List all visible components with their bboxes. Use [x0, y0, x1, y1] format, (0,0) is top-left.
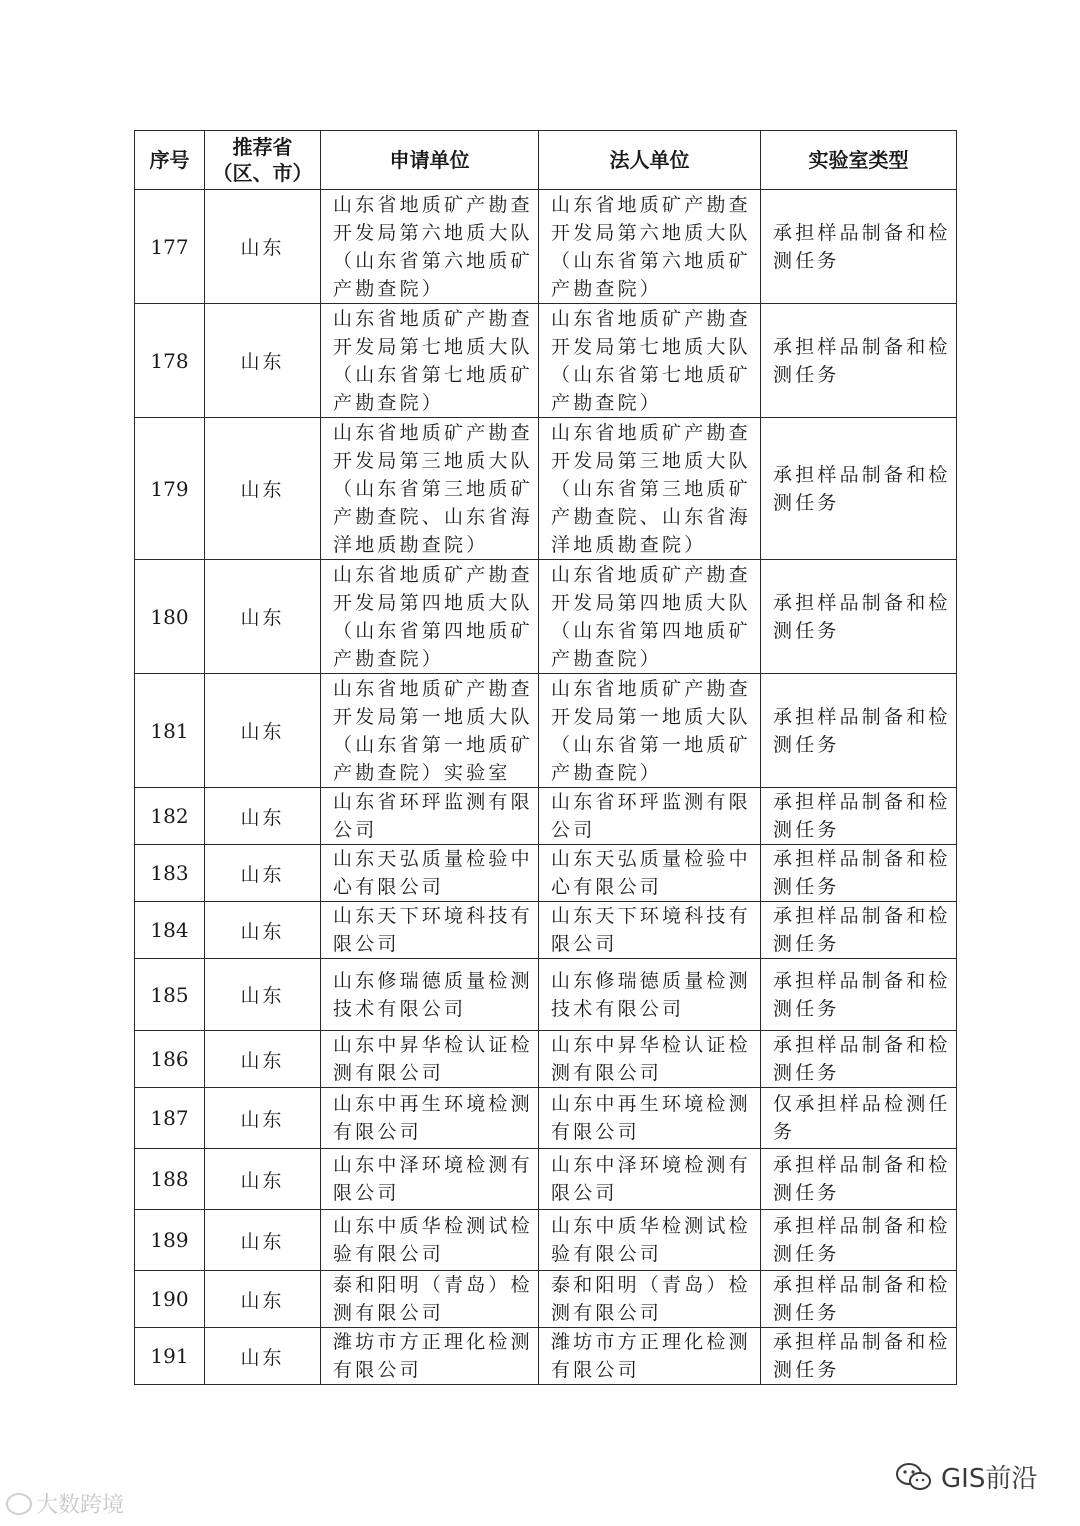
cell-line: 承担样品制备和检 — [773, 1274, 951, 1296]
cell-line: 限公司 — [333, 1182, 400, 1204]
cell-line: 产勘查院、山东省海 — [333, 505, 533, 528]
cell-line: 开发局第四地质大队 — [333, 591, 533, 614]
cell-line: 测任务 — [773, 733, 840, 756]
cell-line: 技术有限公司 — [551, 997, 685, 1020]
cell-line: 测任务 — [773, 933, 840, 955]
cell-line: （山东省第七地质矿 — [551, 363, 751, 386]
cell-line: 承担样品制备和检 — [773, 463, 951, 486]
cell-province: 山东 — [205, 1088, 321, 1149]
cell-line: 开发局第七地质大队 — [333, 335, 533, 358]
table-row — [135, 674, 957, 788]
cell-line: 泰和阳明（青岛）检 — [333, 1274, 533, 1296]
cell-legal-entity — [539, 1210, 761, 1271]
watermark-logo-icon — [6, 1493, 32, 1515]
cell-no: 190 — [135, 1271, 205, 1328]
cell-legal-entity — [539, 1328, 761, 1385]
cell-line: 测任务 — [773, 1062, 840, 1084]
cell-line: 洋地质勘查院） — [551, 533, 707, 556]
cell-province: 山东 — [205, 959, 321, 1031]
table-row — [135, 959, 957, 1031]
cell-line: 测任务 — [773, 1243, 840, 1265]
cell-line: 产勘查院） — [333, 647, 445, 670]
cell-line: 验有限公司 — [551, 1243, 663, 1265]
cell-line: 限公司 — [551, 933, 618, 955]
cell-line: 开发局第六地质大队 — [333, 221, 533, 244]
cell-no: 180 — [135, 560, 205, 674]
cell-line: 洋地质勘查院） — [333, 533, 489, 556]
cell-line: 开发局第七地质大队 — [551, 335, 751, 358]
cell-line: 山东中泽环境检测有 — [551, 1154, 751, 1176]
cell-line: 产勘查院） — [333, 391, 445, 414]
cell-line: 山东省地质矿产勘查 — [333, 677, 533, 700]
cell-line: 山东省地质矿产勘查 — [333, 193, 533, 216]
cell-no: 182 — [135, 788, 205, 845]
cell-line: 山东省地质矿产勘查 — [551, 677, 751, 700]
cell-lab-type — [761, 1088, 957, 1149]
cell-applicant — [321, 788, 539, 845]
table-header-row — [135, 131, 957, 190]
cell-line: （山东省第六地质矿 — [551, 249, 751, 272]
cell-applicant — [321, 959, 539, 1031]
table-row — [135, 418, 957, 560]
cell-no: 177 — [135, 190, 205, 304]
cell-line: 山东修瑞德质量检测 — [551, 969, 751, 992]
cell-line: 测任务 — [773, 876, 840, 898]
cell-applicant — [321, 560, 539, 674]
cell-line: 技术有限公司 — [333, 997, 467, 1020]
cell-no: 187 — [135, 1088, 205, 1149]
cell-line: 心有限公司 — [333, 876, 445, 898]
cell-line: 测任务 — [773, 1182, 840, 1204]
cell-no: 183 — [135, 845, 205, 902]
cell-line: 测有限公司 — [333, 1062, 445, 1084]
table-row — [135, 1271, 957, 1328]
table-row — [135, 190, 957, 304]
cell-line: 山东省地质矿产勘查 — [551, 307, 751, 330]
cell-legal-entity — [539, 190, 761, 304]
cell-line: 山东天下环境科技有 — [551, 905, 751, 927]
cell-legal-entity — [539, 304, 761, 418]
cell-applicant — [321, 1210, 539, 1271]
watermark-right — [895, 1458, 1037, 1495]
cell-line: 山东中质华检测试检 — [333, 1215, 533, 1237]
cell-applicant — [321, 1088, 539, 1149]
cell-lab-type — [761, 788, 957, 845]
cell-line: （山东省第一地质矿 — [551, 733, 751, 756]
cell-legal-entity — [539, 902, 761, 959]
watermark-right-text: GIS前沿 — [941, 1464, 1038, 1494]
cell-lab-type — [761, 560, 957, 674]
header-lab-type: 实验室类型 — [761, 131, 957, 190]
cell-no: 181 — [135, 674, 205, 788]
cell-legal-entity — [539, 1271, 761, 1328]
cell-line: （山东省第七地质矿 — [333, 363, 533, 386]
watermark-left — [6, 1488, 124, 1519]
cell-province: 山东 — [205, 674, 321, 788]
header-province-line1: 推荐省 — [232, 135, 293, 159]
header-province — [205, 131, 321, 190]
cell-lab-type — [761, 902, 957, 959]
cell-province: 山东 — [205, 845, 321, 902]
cell-line: 承担样品制备和检 — [773, 791, 951, 813]
cell-legal-entity — [539, 1149, 761, 1210]
cell-province: 山东 — [205, 304, 321, 418]
cell-line: 承担样品制备和检 — [773, 905, 951, 927]
cell-line: 有限公司 — [333, 1121, 422, 1143]
cell-line: 开发局第一地质大队 — [551, 705, 751, 728]
cell-line: 产勘查院） — [551, 647, 663, 670]
cell-line: 开发局第四地质大队 — [551, 591, 751, 614]
cell-province: 山东 — [205, 1328, 321, 1385]
cell-legal-entity — [539, 418, 761, 560]
cell-line: 山东中再生环境检测 — [551, 1093, 751, 1115]
cell-applicant — [321, 304, 539, 418]
cell-line: 山东中昇华检认证检 — [551, 1034, 751, 1056]
cell-province: 山东 — [205, 902, 321, 959]
cell-line: 产勘查院） — [333, 277, 445, 300]
cell-line: 山东天弘质量检验中 — [551, 848, 751, 870]
cell-lab-type — [761, 418, 957, 560]
table-row — [135, 1328, 957, 1385]
cell-no: 178 — [135, 304, 205, 418]
cell-line: 潍坊市方正理化检测 — [333, 1331, 533, 1353]
cell-line: 验有限公司 — [333, 1243, 445, 1265]
header-no: 序号 — [135, 131, 205, 190]
cell-lab-type — [761, 1328, 957, 1385]
cell-applicant — [321, 190, 539, 304]
cell-no: 185 — [135, 959, 205, 1031]
cell-legal-entity — [539, 959, 761, 1031]
cell-lab-type — [761, 304, 957, 418]
cell-line: （山东省第四地质矿 — [333, 619, 533, 642]
cell-line: 测任务 — [773, 1359, 840, 1381]
cell-lab-type — [761, 674, 957, 788]
cell-line: 开发局第三地质大队 — [551, 449, 751, 472]
cell-line: 产勘查院）实验室 — [333, 761, 511, 784]
table-body — [135, 190, 957, 1385]
cell-no: 179 — [135, 418, 205, 560]
cell-line: 泰和阳明（青岛）检 — [551, 1274, 751, 1296]
cell-lab-type — [761, 1149, 957, 1210]
cell-line: 有限公司 — [551, 1121, 640, 1143]
cell-line: 承担样品制备和检 — [773, 1034, 951, 1056]
cell-line: 山东中再生环境检测 — [333, 1093, 533, 1115]
cell-no: 189 — [135, 1210, 205, 1271]
cell-applicant — [321, 845, 539, 902]
cell-lab-type — [761, 1031, 957, 1088]
cell-line: （山东省第一地质矿 — [333, 733, 533, 756]
cell-line: 承担样品制备和检 — [773, 1331, 951, 1353]
cell-line: （山东省第四地质矿 — [551, 619, 751, 642]
table-row — [135, 902, 957, 959]
cell-line: 承担样品制备和检 — [773, 969, 951, 992]
cell-line: 公司 — [333, 819, 378, 841]
cell-line: 山东修瑞德质量检测 — [333, 969, 533, 992]
table-row — [135, 1088, 957, 1149]
cell-line: 产勘查院） — [551, 277, 663, 300]
cell-line: 测任务 — [773, 997, 840, 1020]
table-row — [135, 1210, 957, 1271]
cell-province: 山东 — [205, 1271, 321, 1328]
cell-line: 产勘查院） — [551, 391, 663, 414]
cell-line: 承担样品制备和检 — [773, 591, 951, 614]
cell-lab-type — [761, 959, 957, 1031]
cell-no: 188 — [135, 1149, 205, 1210]
cell-line: 山东天下环境科技有 — [333, 905, 533, 927]
cell-legal-entity — [539, 1031, 761, 1088]
cell-line: 有限公司 — [551, 1359, 640, 1381]
cell-legal-entity — [539, 1088, 761, 1149]
table-row — [135, 788, 957, 845]
header-legal-entity: 法人单位 — [539, 131, 761, 190]
cell-line: 开发局第六地质大队 — [551, 221, 751, 244]
cell-line: 山东省地质矿产勘查 — [551, 421, 751, 444]
table-row — [135, 304, 957, 418]
cell-line: 山东省环玶监测有限 — [333, 791, 533, 813]
cell-line: 测任务 — [773, 249, 840, 272]
cell-line: 限公司 — [551, 1182, 618, 1204]
cell-line: （山东省第三地质矿 — [551, 477, 751, 500]
cell-line: 开发局第三地质大队 — [333, 449, 533, 472]
cell-applicant — [321, 1149, 539, 1210]
cell-line: 山东省地质矿产勘查 — [551, 563, 751, 586]
cell-line: 产勘查院、山东省海 — [551, 505, 751, 528]
cell-line: 测任务 — [773, 619, 840, 642]
cell-legal-entity — [539, 674, 761, 788]
cell-line: 测有限公司 — [551, 1062, 663, 1084]
cell-line: 山东省地质矿产勘查 — [333, 307, 533, 330]
cell-province: 山东 — [205, 190, 321, 304]
wechat-icon — [895, 1462, 933, 1492]
table-row — [135, 845, 957, 902]
cell-lab-type — [761, 1210, 957, 1271]
cell-line: 山东中质华检测试检 — [551, 1215, 751, 1237]
cell-line: 承担样品制备和检 — [773, 1215, 951, 1237]
cell-line: 限公司 — [333, 933, 400, 955]
cell-applicant — [321, 902, 539, 959]
cell-applicant — [321, 418, 539, 560]
cell-line: 山东省环玶监测有限 — [551, 791, 751, 813]
cell-line: 测有限公司 — [551, 1302, 663, 1324]
cell-applicant — [321, 1328, 539, 1385]
cell-legal-entity — [539, 845, 761, 902]
cell-line: 心有限公司 — [551, 876, 663, 898]
cell-line: 山东天弘质量检验中 — [333, 848, 533, 870]
cell-line: 承担样品制备和检 — [773, 335, 951, 358]
cell-line: 潍坊市方正理化检测 — [551, 1331, 751, 1353]
cell-no: 191 — [135, 1328, 205, 1385]
cell-lab-type — [761, 190, 957, 304]
cell-line: （山东省第六地质矿 — [333, 249, 533, 272]
cell-line: 承担样品制备和检 — [773, 705, 951, 728]
cell-province: 山东 — [205, 560, 321, 674]
cell-line: 测任务 — [773, 819, 840, 841]
cell-line: 山东中泽环境检测有 — [333, 1154, 533, 1176]
cell-line: 务 — [773, 1121, 796, 1143]
cell-line: 承担样品制备和检 — [773, 848, 951, 870]
cell-no: 186 — [135, 1031, 205, 1088]
cell-line: 开发局第一地质大队 — [333, 705, 533, 728]
header-applicant: 申请单位 — [321, 131, 539, 190]
cell-line: 公司 — [551, 819, 596, 841]
lab-list-table — [134, 130, 957, 1385]
cell-line: （山东省第三地质矿 — [333, 477, 533, 500]
cell-line: 山东省地质矿产勘查 — [551, 193, 751, 216]
table-row — [135, 1031, 957, 1088]
cell-line: 山东中昇华检认证检 — [333, 1034, 533, 1056]
table-row — [135, 1149, 957, 1210]
cell-line: 承担样品制备和检 — [773, 1154, 951, 1176]
cell-legal-entity — [539, 788, 761, 845]
cell-line: 有限公司 — [333, 1359, 422, 1381]
cell-line: 承担样品制备和检 — [773, 221, 951, 244]
cell-line: 测任务 — [773, 491, 840, 514]
header-province-line2: （区、市） — [212, 161, 313, 185]
cell-line: 测任务 — [773, 1302, 840, 1324]
cell-applicant — [321, 674, 539, 788]
cell-province: 山东 — [205, 1210, 321, 1271]
cell-line: 仅承担样品检测任 — [773, 1093, 951, 1115]
watermark-left-text: 大数跨境 — [36, 1493, 125, 1518]
cell-lab-type — [761, 845, 957, 902]
cell-line: 山东省地质矿产勘查 — [333, 563, 533, 586]
cell-line: 测任务 — [773, 363, 840, 386]
cell-legal-entity — [539, 560, 761, 674]
cell-province: 山东 — [205, 1149, 321, 1210]
cell-applicant — [321, 1031, 539, 1088]
cell-province: 山东 — [205, 418, 321, 560]
cell-line: 山东省地质矿产勘查 — [333, 421, 533, 444]
cell-lab-type — [761, 1271, 957, 1328]
cell-province: 山东 — [205, 1031, 321, 1088]
cell-province: 山东 — [205, 788, 321, 845]
cell-line: 产勘查院） — [551, 761, 663, 784]
cell-applicant — [321, 1271, 539, 1328]
cell-no: 184 — [135, 902, 205, 959]
cell-line: 测有限公司 — [333, 1302, 445, 1324]
table-row — [135, 560, 957, 674]
